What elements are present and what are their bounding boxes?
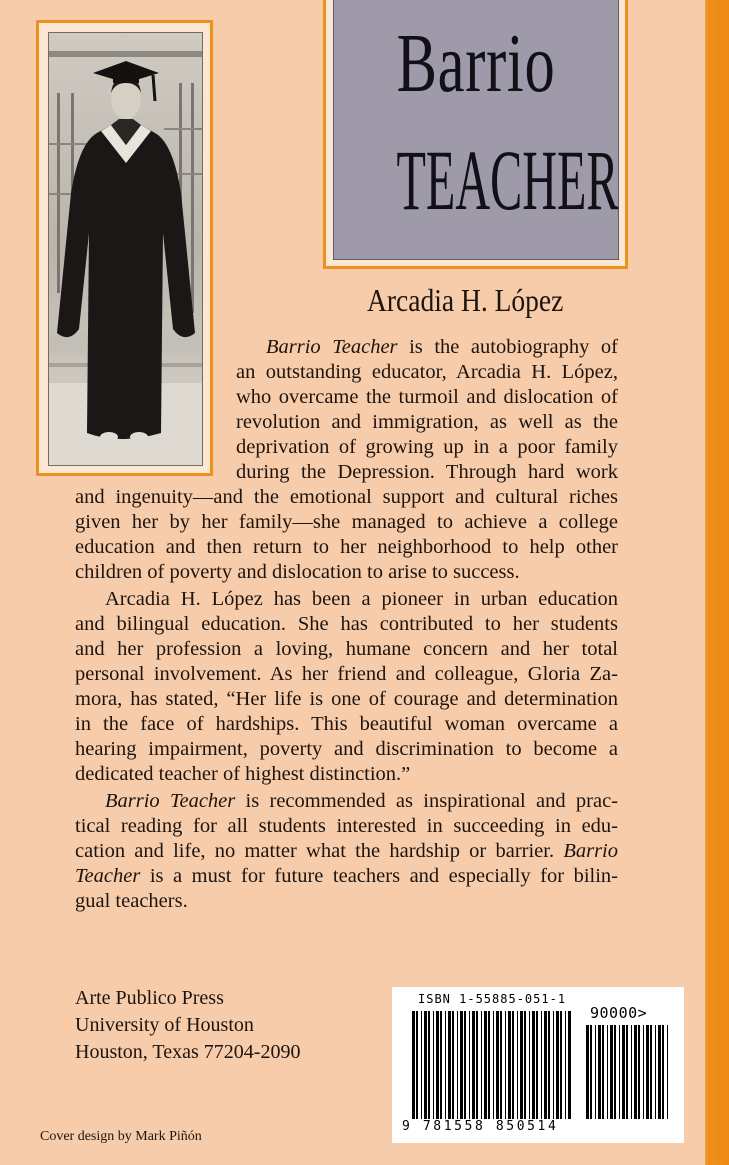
barcode-bar bbox=[416, 1011, 418, 1119]
blurb-line: an outstanding educator, Arcadia H. López, bbox=[236, 361, 618, 383]
barcode-bar bbox=[532, 1011, 535, 1119]
barcode-bar bbox=[469, 1011, 470, 1119]
barcode-bar bbox=[436, 1011, 439, 1119]
barcode-bar bbox=[544, 1011, 547, 1119]
barcode-bar bbox=[476, 1011, 478, 1119]
barcode-bar bbox=[560, 1011, 562, 1119]
ean-number: 9 781558 850514 bbox=[402, 1119, 559, 1134]
blurb-line: and bilingual education. She has contributed to her students bbox=[75, 613, 618, 635]
barcode-bar bbox=[595, 1025, 596, 1119]
barcode-bar bbox=[650, 1025, 652, 1119]
blurb-line: education and then return to her neighborhood to help other bbox=[75, 536, 618, 558]
barcode-bar bbox=[626, 1025, 628, 1119]
barcode-bar bbox=[517, 1011, 518, 1119]
barcode-bar bbox=[500, 1011, 502, 1119]
title-box bbox=[333, 0, 619, 260]
blurb-line: tical reading for all students interested in succeeding in edu- bbox=[75, 815, 618, 837]
blurb-line: gual teachers. bbox=[75, 890, 188, 912]
barcode-bar bbox=[646, 1025, 649, 1119]
barcode-bar bbox=[457, 1011, 458, 1119]
blurb-line: given her by her family—she managed to achieve a college bbox=[75, 511, 618, 533]
barcode-bar bbox=[556, 1011, 559, 1119]
barcode-bar bbox=[412, 1011, 415, 1119]
barcode-bar bbox=[667, 1025, 668, 1119]
barcode-bar bbox=[524, 1011, 526, 1119]
blurb-line: Arcadia H. López has been a pioneer in urban education bbox=[105, 588, 618, 610]
barcode-bar bbox=[602, 1025, 604, 1119]
barcode-bar bbox=[662, 1025, 664, 1119]
barcode-bar bbox=[472, 1011, 475, 1119]
barcode-bar bbox=[536, 1011, 538, 1119]
barcode-bar bbox=[421, 1011, 422, 1119]
barcode-bar bbox=[590, 1025, 592, 1119]
barcode-bar bbox=[548, 1011, 550, 1119]
barcode-bar bbox=[520, 1011, 523, 1119]
barcode-bar bbox=[631, 1025, 632, 1119]
blurb-line: revolution and immigration, as well as the bbox=[236, 411, 618, 433]
price-code: 90000> bbox=[590, 1004, 648, 1022]
publisher-block bbox=[75, 985, 300, 1066]
barcode-bar bbox=[445, 1011, 446, 1119]
blurb-line: during the Depression. Through hard work bbox=[236, 461, 618, 483]
barcode-bar bbox=[643, 1025, 644, 1119]
barcode-bar bbox=[428, 1011, 430, 1119]
book-title-line1: Barrio bbox=[396, 17, 556, 110]
barcode-bar bbox=[452, 1011, 454, 1119]
author-graduation-photo bbox=[48, 32, 203, 466]
barcode-bar bbox=[541, 1011, 542, 1119]
barcode-bar bbox=[586, 1025, 589, 1119]
barcode-bar bbox=[508, 1011, 511, 1119]
barcode-bar bbox=[622, 1025, 625, 1119]
barcode-bar bbox=[484, 1011, 487, 1119]
title-frame bbox=[323, 0, 628, 269]
barcode-bar bbox=[448, 1011, 451, 1119]
addon-barcode-bars bbox=[586, 1025, 672, 1119]
barcode-bar bbox=[460, 1011, 463, 1119]
barcode-bar bbox=[614, 1025, 616, 1119]
barcode-bar bbox=[565, 1011, 566, 1119]
cover-design-credit: Cover design by Mark Piñón bbox=[40, 1129, 202, 1144]
barcode-bar bbox=[638, 1025, 640, 1119]
blurb-line: hearing impairment, poverty and discrimination to become a bbox=[75, 738, 618, 760]
blurb-line: and ingenuity—and the emotional support and cultural riches bbox=[75, 486, 618, 508]
blurb-line: Teacher is a must for future teachers and especially for bilin- bbox=[75, 865, 618, 887]
barcode-bar bbox=[610, 1025, 613, 1119]
publisher-org: University of Houston bbox=[75, 1014, 254, 1036]
barcode-bar bbox=[424, 1011, 427, 1119]
barcode-bar bbox=[493, 1011, 494, 1119]
blurb-line: dedicated teacher of highest distinction.” bbox=[75, 763, 411, 785]
barcode-bar bbox=[598, 1025, 601, 1119]
publisher-name: Arte Publico Press bbox=[75, 987, 224, 1009]
barcode-bar bbox=[655, 1025, 656, 1119]
blurb-line: deprivation of growing up in a poor family bbox=[236, 436, 618, 458]
blurb-line: and her profession a loving, humane concern and her total bbox=[75, 638, 618, 660]
barcode-bar bbox=[553, 1011, 554, 1119]
blurb-line: children of poverty and dislocation to arise to success. bbox=[75, 561, 520, 583]
isbn-barcode bbox=[392, 987, 684, 1143]
author-name: Arcadia H. López bbox=[367, 282, 564, 318]
barcode-bar bbox=[607, 1025, 608, 1119]
blurb-line: mora, has stated, “Her life is one of courage and determination bbox=[75, 688, 618, 710]
blurb-line: in the face of hardships. This beautiful woman overcame a bbox=[75, 713, 618, 735]
barcode-bar bbox=[619, 1025, 620, 1119]
barcode-bar bbox=[481, 1011, 482, 1119]
blurb-line: cation and life, no matter what the hardship or barrier. Barrio bbox=[75, 840, 618, 862]
barcode-bar bbox=[568, 1011, 571, 1119]
barcode-bar bbox=[488, 1011, 490, 1119]
blurb-line: personal involvement. As her friend and colleague, Gloria Za- bbox=[75, 663, 618, 685]
barcode-bar bbox=[658, 1025, 661, 1119]
barcode-bar bbox=[505, 1011, 506, 1119]
barcode-bar bbox=[634, 1025, 637, 1119]
barcode-bar bbox=[433, 1011, 434, 1119]
barcode-bars bbox=[412, 1011, 574, 1119]
isbn-number: ISBN 1-55885-051-1 bbox=[418, 992, 567, 1006]
photo-frame bbox=[36, 20, 213, 476]
barcode-bar bbox=[512, 1011, 514, 1119]
book-title-line2: TEACHER bbox=[396, 132, 619, 228]
blurb-line: Barrio Teacher is recommended as inspirational and prac- bbox=[105, 790, 619, 812]
barcode-bar bbox=[529, 1011, 530, 1119]
blurb-line: who overcame the turmoil and dislocation of bbox=[236, 386, 618, 408]
publisher-address: Houston, Texas 77204-2090 bbox=[75, 1041, 301, 1063]
barcode-bar bbox=[464, 1011, 466, 1119]
barcode-bar bbox=[440, 1011, 442, 1119]
blurb-line: Barrio Teacher is the autobiography of bbox=[266, 336, 618, 358]
book-spine bbox=[705, 0, 729, 1165]
barcode-bar bbox=[496, 1011, 499, 1119]
